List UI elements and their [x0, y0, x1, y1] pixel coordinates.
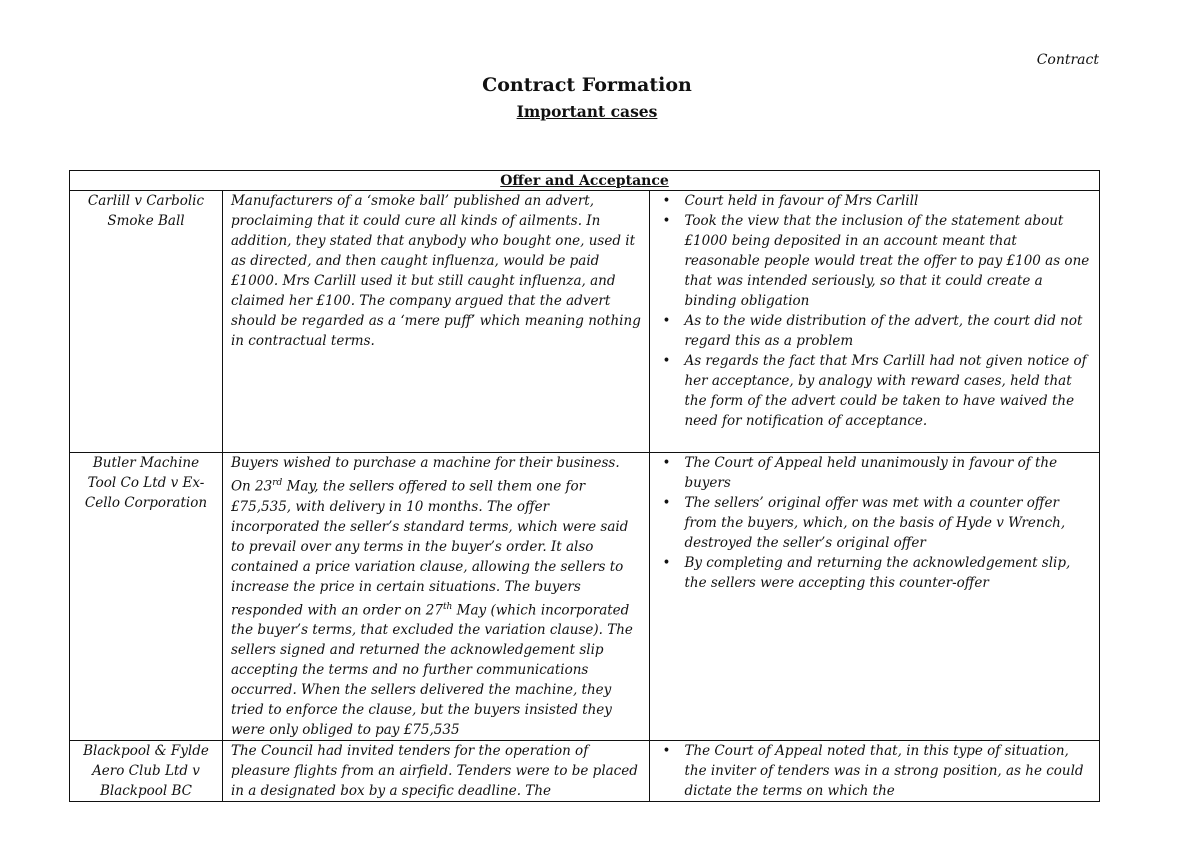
table-heading-row — [70, 171, 1100, 191]
case-held — [650, 453, 1100, 741]
table-row — [70, 453, 1100, 741]
page-subtitle: Important cases — [516, 102, 658, 121]
list-item: • As regards the fact that Mrs Carlill had not given notice of her acceptance, by analogy with reward cases, held that the form of the advert could be taken to have waived the need for notification of acceptance. — [662, 353, 1087, 429]
bullet-icon: • — [662, 213, 671, 229]
page-title: Contract Formation — [482, 74, 692, 96]
list-item: • As to the wide distribution of the advert, the court did not regard this as a problem — [662, 313, 1083, 349]
bullet-icon: • — [662, 193, 671, 209]
case-name: Butler Machine Tool Co Ltd v Ex-Cello Corporation — [70, 453, 223, 741]
bullet-icon: • — [662, 555, 671, 571]
case-facts: The Council had invited tenders for the operation of pleasure flights from an airfield. Tenders were to be placed in a designated box by a specific deadline. The — [222, 741, 649, 802]
bullet-icon: • — [662, 353, 671, 369]
case-facts: Manufacturers of a ‘smoke ball’ published an advert, proclaiming that it could cure all kinds of ailments. In addition, they stated that anybody who bought one, used it as directed, and then caught influenza, would be paid £1000. Mrs Carlill used it but still caught influenza, and claimed her £100. The company argued that the advert should be regarded as a ‘mere puff’ which meaning nothing in contractual terms. — [222, 191, 649, 453]
bullet-icon: • — [662, 495, 671, 511]
running-header: Contract — [1036, 52, 1099, 68]
table-row — [70, 191, 1100, 453]
list-item: • By completing and returning the acknowledgement slip, the sellers were accepting this counter-offer — [662, 555, 1071, 591]
list-item: • Took the view that the inclusion of the statement about £1000 being deposited in an account meant that reasonable people would treat the offer to pay £100 as one that was intended seriously, so that it could create a binding obligation — [662, 213, 1090, 309]
bullet-icon: • — [662, 743, 671, 759]
section-heading: Offer and Acceptance — [70, 171, 1100, 191]
case-held — [650, 191, 1100, 453]
cases-table — [69, 170, 1100, 802]
case-name: Blackpool & Fylde Aero Club Ltd v Blackpool BC — [70, 741, 223, 802]
list-item: • Court held in favour of Mrs Carlill — [662, 193, 919, 209]
case-facts: Buyers wished to purchase a machine for their business. On 23rd May, the sellers offered to sell them one for £75,535, with delivery in 10 months. The offer incorporated the seller’s standard terms, which were said to prevail over any terms in the buyer’s order. It also contained a price variation clause, allowing the sellers to increase the price in certain situations. The buyers responded with an order on 27th May (which incorporated the buyer’s terms, that excluded the variation clause). The sellers signed and returned the acknowledgement slip accepting the terms and no further communications occurred. When the sellers delivered the machine, they tried to enforce the clause, but the buyers insisted they were only obliged to pay £75,535 — [222, 453, 649, 741]
held-list — [658, 741, 1091, 801]
case-name: Carlill v Carbolic Smoke Ball — [70, 191, 223, 453]
held-list — [658, 191, 1091, 431]
bullet-icon: • — [662, 313, 671, 329]
table-row — [70, 741, 1100, 802]
held-list — [658, 453, 1091, 593]
case-held — [650, 741, 1100, 802]
list-item: • The sellers’ original offer was met with a counter offer from the buyers, which, on the basis of Hyde v Wrench, destroyed the seller’s original offer — [662, 495, 1066, 551]
list-item: • The Court of Appeal noted that, in this type of situation, the inviter of tenders was in a strong position, as he could dictate the terms on which the — [662, 743, 1084, 799]
bullet-icon: • — [662, 455, 671, 471]
list-item: • The Court of Appeal held unanimously in favour of the buyers — [662, 455, 1058, 491]
